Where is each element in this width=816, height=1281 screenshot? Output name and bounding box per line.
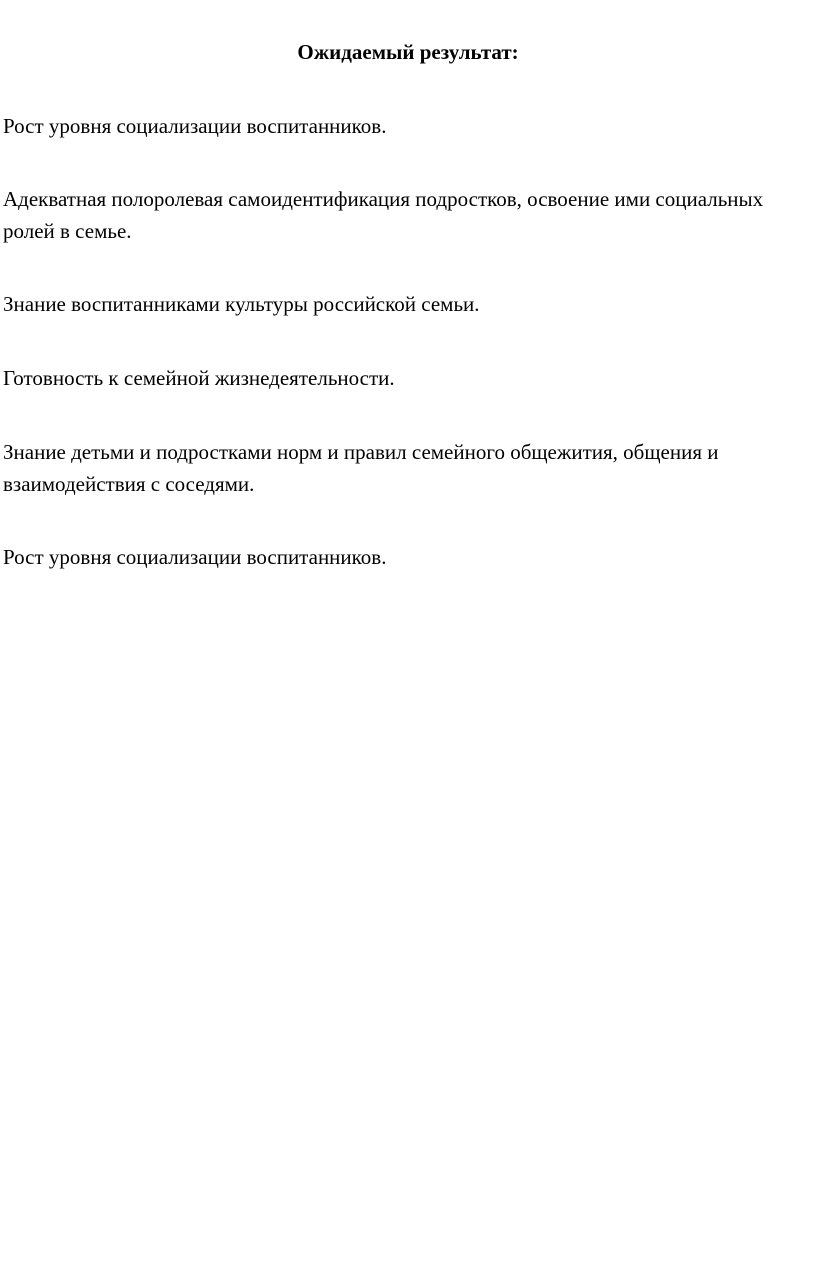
paragraph-family-culture-knowledge: Знание воспитанниками культуры российской семьи.: [3, 292, 480, 316]
document-title: Ожидаемый результат:: [297, 40, 519, 64]
paragraph-socialization-growth: Рост уровня социализации воспитанников.: [3, 114, 387, 138]
paragraph-gender-role-identification: Адекватная полоролевая самоидентификация подростков, освоение ими социальных ролей в семье.: [3, 187, 764, 243]
paragraph-family-norms-knowledge: Знание детьми и подростками норм и правил семейного общежития, общения и взаимодействия с соседями.: [3, 440, 719, 496]
paragraph-family-life-readiness: Готовность к семейной жизнедеятельности.: [3, 366, 395, 390]
paragraph-socialization-growth-repeat: Рост уровня социализации воспитанников.: [3, 545, 387, 569]
